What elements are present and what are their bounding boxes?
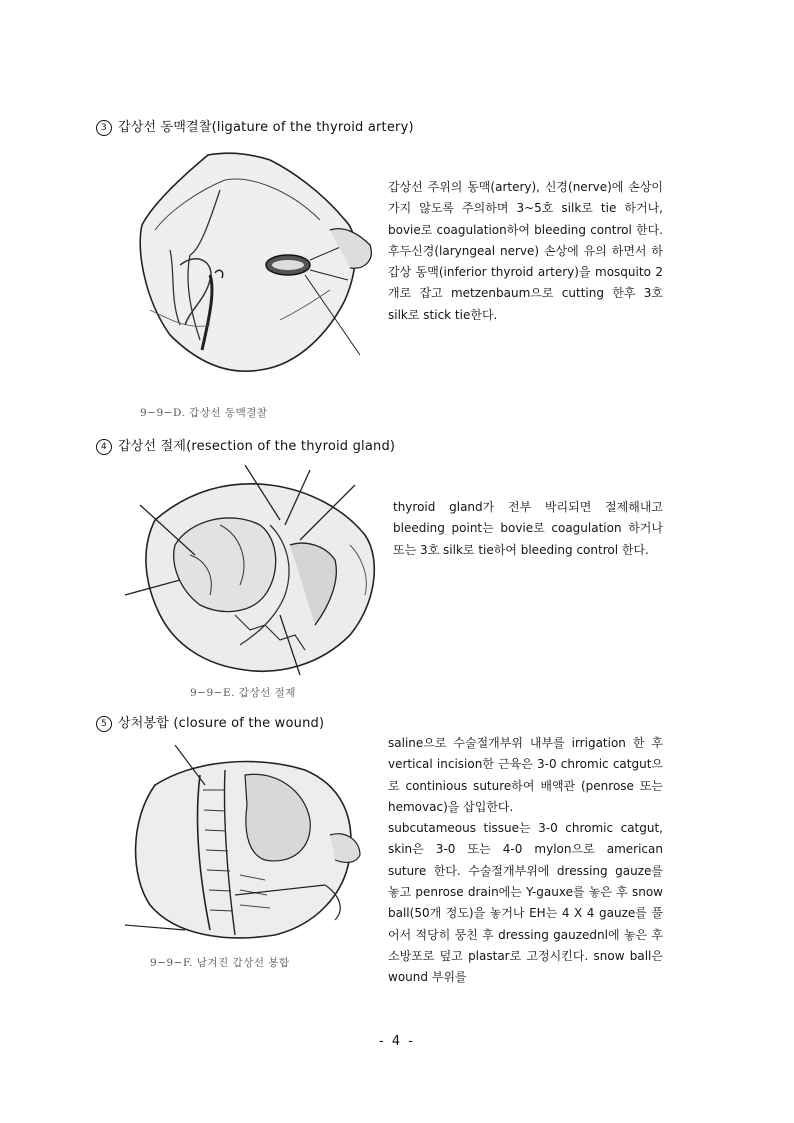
- section-3-paragraph: 갑상선 주위의 동맥(artery), 신경(nerve)에 손상이 가지 않도록 주의하며 3~5호 silk로 tie 하거나, bovie로 coagulation하여 bleeding control 한다. 후두신경(laryngeal nerve) 손상에 유의 하면서 하갑상 동맥(inferior thyroid artery)을 mosquito 2개로 잡고 metzenbaum으로 cutting 한후 3호 silk로 stick tie한다.: [388, 180, 663, 322]
- figure-thyroid-resection: [120, 465, 390, 680]
- circled-number-5: 5: [96, 716, 112, 732]
- section-title-5: 상처봉합 (closure of the wound): [118, 716, 325, 731]
- figure-caption-d: 9−9−D. 갑상선 동맥결찰: [140, 407, 268, 419]
- figure-wound-closure: [115, 745, 365, 945]
- circled-number-4: 4: [96, 439, 112, 455]
- section-5-paragraph-2: subcutameous tissue는 3-0 chromic catgut, skin은 3-0 또는 4-0 mylon으로 american suture 한다. 수술절개부위에 dressing gauze를 놓고 penrose drain에는 Y-gauxe를 놓은 후 snow ball(50개 정도)을 놓거나 EH는 4 X 4 gauze를 풀어서 적당히 뭉친 후 dressing gauzednl에 놓은 후 소방포로 덮고 plastar로 고정시킨다. snow ball은 wound 부위를: [388, 821, 663, 985]
- circled-number-3: 3: [96, 120, 112, 136]
- section-heading-4: [96, 435, 395, 455]
- section-3-body: [388, 177, 663, 326]
- section-4-body: [393, 497, 663, 561]
- figure-caption-f: 9−9−F. 남겨진 갑상선 봉합: [150, 957, 290, 969]
- section-heading-5: [96, 712, 324, 732]
- section-4-paragraph: thyroid gland가 전부 박리되면 절제해내고 bleeding point는 bovie로 coagulation 하거나 또는 3호 silk로 tie하여 bleeding control 한다.: [393, 500, 663, 557]
- section-5-body: [388, 733, 663, 989]
- figure-caption-e: 9−9−E. 갑상선 절제: [190, 687, 296, 699]
- section-title-3: 갑상선 동맥결찰(ligature of the thyroid artery): [118, 120, 414, 135]
- section-title-4: 갑상선 절제(resection of the thyroid gland): [118, 439, 396, 454]
- section-5-paragraph-1: saline으로 수술절개부위 내부를 irrigation 한 후 vertical incision한 근육은 3-0 chromic catgut으로 continious suture하여 배액관 (penrose 또는 hemovac)을 삽입한다.: [388, 736, 663, 814]
- page-number: - 4 -: [379, 1034, 415, 1049]
- figure-thyroid-artery-ligation: [130, 150, 380, 390]
- section-heading-3: [96, 116, 414, 136]
